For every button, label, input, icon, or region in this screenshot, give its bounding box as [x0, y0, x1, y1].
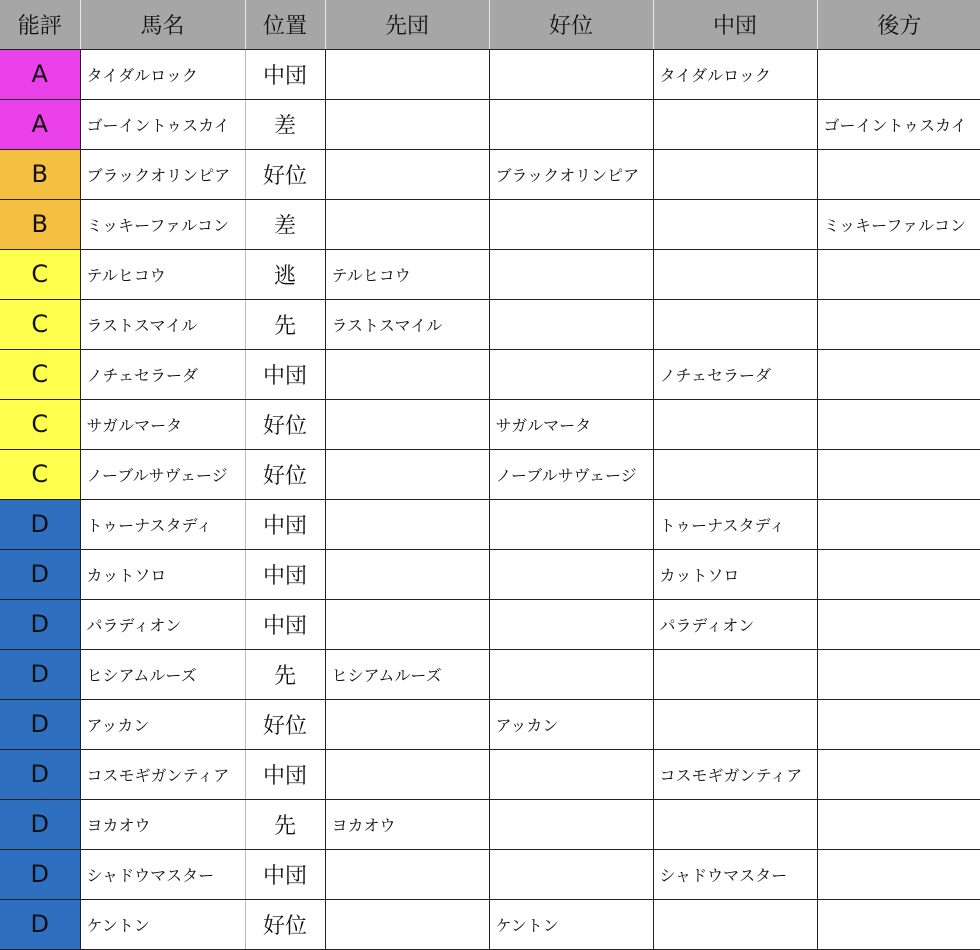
front-group-cell [325, 49, 489, 99]
rating-cell: C [0, 299, 80, 349]
mid-group-cell: トゥーナスタディ [653, 499, 817, 549]
rating-cell: D [0, 649, 80, 699]
good-position-cell [489, 549, 653, 599]
horse-name-cell: アッカン [80, 699, 245, 749]
good-position-cell [489, 849, 653, 899]
table-row [0, 649, 980, 699]
mid-group-cell [653, 99, 817, 149]
table-row [0, 399, 980, 449]
horse-name-cell: シャドウマスター [80, 849, 245, 899]
rear-cell [817, 299, 980, 349]
good-position-cell [489, 799, 653, 849]
position-cell: 好位 [245, 449, 325, 499]
mid-group-cell [653, 399, 817, 449]
front-group-cell [325, 699, 489, 749]
front-group-cell [325, 149, 489, 199]
position-cell: 好位 [245, 149, 325, 199]
rear-cell [817, 749, 980, 799]
rating-cell: D [0, 549, 80, 599]
rear-cell: ゴーイントゥスカイ [817, 99, 980, 149]
front-group-cell: ヨカオウ [325, 799, 489, 849]
table-header [0, 0, 980, 49]
good-position-cell [489, 299, 653, 349]
rear-cell [817, 49, 980, 99]
horse-name-cell: ミッキーファルコン [80, 199, 245, 249]
position-cell: 先 [245, 649, 325, 699]
table-row [0, 699, 980, 749]
rating-cell: D [0, 599, 80, 649]
mid-group-cell [653, 899, 817, 949]
horse-name-cell: ヨカオウ [80, 799, 245, 849]
horse-name-cell: サガルマータ [80, 399, 245, 449]
mid-group-cell [653, 799, 817, 849]
rating-cell: B [0, 149, 80, 199]
horse-name-cell: ラストスマイル [80, 299, 245, 349]
table-row [0, 799, 980, 849]
mid-group-cell: コスモギガンティア [653, 749, 817, 799]
table-row [0, 599, 980, 649]
table-row [0, 49, 980, 99]
position-cell: 中団 [245, 599, 325, 649]
rating-cell: A [0, 49, 80, 99]
mid-group-cell: パラディオン [653, 599, 817, 649]
rating-cell: D [0, 899, 80, 949]
table-row [0, 899, 980, 949]
horse-name-cell: ヒシアムルーズ [80, 649, 245, 699]
good-position-cell [489, 199, 653, 249]
good-position-cell [489, 649, 653, 699]
mid-group-cell [653, 449, 817, 499]
good-position-cell: ノーブルサヴェージ [489, 449, 653, 499]
table-row [0, 449, 980, 499]
header-rating: 能評 [0, 0, 80, 49]
rating-cell: D [0, 749, 80, 799]
good-position-cell [489, 249, 653, 299]
position-cell: 差 [245, 99, 325, 149]
horse-name-cell: コスモギガンティア [80, 749, 245, 799]
rear-cell [817, 649, 980, 699]
front-group-cell [325, 399, 489, 449]
front-group-cell [325, 599, 489, 649]
table-row [0, 849, 980, 899]
mid-group-cell [653, 149, 817, 199]
table-body [0, 49, 980, 949]
horse-name-cell: ゴーイントゥスカイ [80, 99, 245, 149]
rating-cell: D [0, 799, 80, 849]
rear-cell [817, 849, 980, 899]
header-rear: 後方 [817, 0, 980, 49]
good-position-cell: ブラックオリンピア [489, 149, 653, 199]
table-row [0, 199, 980, 249]
horse-name-cell: ケントン [80, 899, 245, 949]
front-group-cell [325, 749, 489, 799]
table-row [0, 499, 980, 549]
position-cell: 中団 [245, 349, 325, 399]
table-row [0, 249, 980, 299]
position-cell: 中団 [245, 499, 325, 549]
good-position-cell: ケントン [489, 899, 653, 949]
rear-cell [817, 499, 980, 549]
header-mid-group: 中団 [653, 0, 817, 49]
good-position-cell: サガルマータ [489, 399, 653, 449]
position-cell: 中団 [245, 549, 325, 599]
good-position-cell [489, 49, 653, 99]
front-group-cell [325, 499, 489, 549]
rear-cell [817, 349, 980, 399]
rating-cell: C [0, 399, 80, 449]
header-row [0, 0, 980, 49]
rear-cell [817, 449, 980, 499]
rear-cell [817, 899, 980, 949]
front-group-cell [325, 849, 489, 899]
front-group-cell: ラストスマイル [325, 299, 489, 349]
header-front-group: 先団 [325, 0, 489, 49]
position-cell: 中団 [245, 849, 325, 899]
table-row [0, 99, 980, 149]
good-position-cell [489, 749, 653, 799]
rear-cell [817, 699, 980, 749]
horse-name-cell: ノーブルサヴェージ [80, 449, 245, 499]
position-cell: 先 [245, 799, 325, 849]
table-row [0, 549, 980, 599]
rear-cell [817, 799, 980, 849]
rear-cell: ミッキーファルコン [817, 199, 980, 249]
front-group-cell [325, 199, 489, 249]
front-group-cell [325, 99, 489, 149]
position-cell: 好位 [245, 399, 325, 449]
horse-name-cell: トゥーナスタディ [80, 499, 245, 549]
mid-group-cell: カットソロ [653, 549, 817, 599]
mid-group-cell: ノチェセラーダ [653, 349, 817, 399]
position-cell: 中団 [245, 749, 325, 799]
mid-group-cell: タイダルロック [653, 49, 817, 99]
mid-group-cell [653, 649, 817, 699]
table-row [0, 149, 980, 199]
good-position-cell [489, 349, 653, 399]
rating-cell: C [0, 449, 80, 499]
rating-cell: C [0, 249, 80, 299]
rear-cell [817, 149, 980, 199]
position-cell: 好位 [245, 699, 325, 749]
rear-cell [817, 249, 980, 299]
mid-group-cell [653, 199, 817, 249]
front-group-cell [325, 549, 489, 599]
good-position-cell [489, 599, 653, 649]
position-cell: 中団 [245, 49, 325, 99]
rating-cell: A [0, 99, 80, 149]
mid-group-cell [653, 699, 817, 749]
rating-cell: D [0, 849, 80, 899]
header-position: 位置 [245, 0, 325, 49]
rear-cell [817, 399, 980, 449]
front-group-cell [325, 899, 489, 949]
front-group-cell: テルヒコウ [325, 249, 489, 299]
rating-cell: C [0, 349, 80, 399]
front-group-cell [325, 449, 489, 499]
position-cell: 逃 [245, 249, 325, 299]
mid-group-cell [653, 249, 817, 299]
horse-name-cell: カットソロ [80, 549, 245, 599]
horse-name-cell: パラディオン [80, 599, 245, 649]
horse-name-cell: テルヒコウ [80, 249, 245, 299]
front-group-cell [325, 349, 489, 399]
rear-cell [817, 549, 980, 599]
table-row [0, 349, 980, 399]
rating-cell: D [0, 699, 80, 749]
rating-cell: B [0, 199, 80, 249]
position-cell: 先 [245, 299, 325, 349]
table-row [0, 749, 980, 799]
mid-group-cell [653, 299, 817, 349]
position-cell: 好位 [245, 899, 325, 949]
rating-cell: D [0, 499, 80, 549]
good-position-cell: アッカン [489, 699, 653, 749]
table-row [0, 299, 980, 349]
header-good-position: 好位 [489, 0, 653, 49]
rear-cell [817, 599, 980, 649]
horse-name-cell: ノチェセラーダ [80, 349, 245, 399]
front-group-cell: ヒシアムルーズ [325, 649, 489, 699]
horse-name-cell: ブラックオリンピア [80, 149, 245, 199]
mid-group-cell: シャドウマスター [653, 849, 817, 899]
header-horse-name: 馬名 [80, 0, 245, 49]
good-position-cell [489, 499, 653, 549]
horse-name-cell: タイダルロック [80, 49, 245, 99]
position-cell: 差 [245, 199, 325, 249]
good-position-cell [489, 99, 653, 149]
